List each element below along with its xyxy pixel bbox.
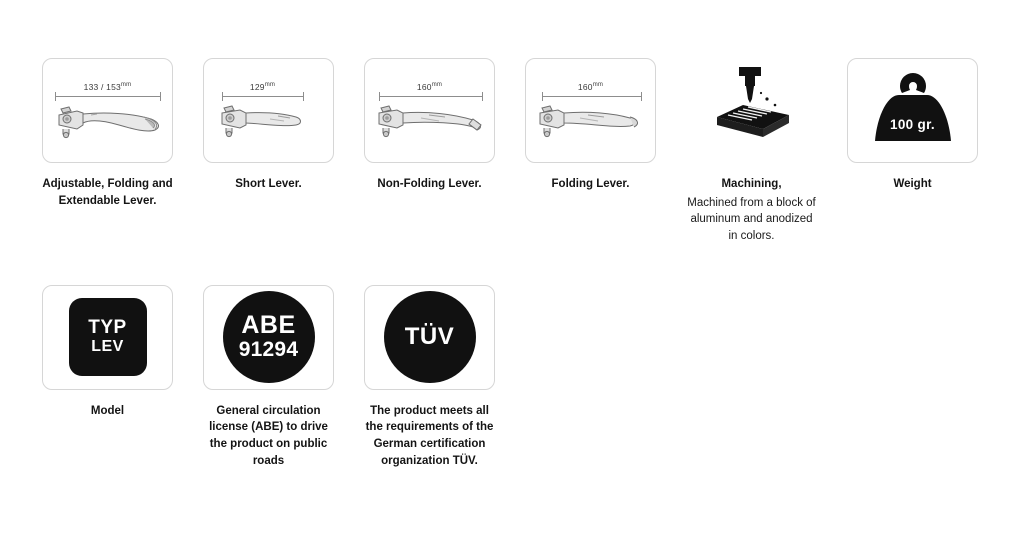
feature-adjustable-folding-extendable-lever: [42, 58, 173, 209]
badge-model: [42, 285, 173, 420]
feature-tile: [203, 58, 334, 163]
feature-caption: Folding Lever.: [551, 178, 630, 190]
abe-badge-icon: [223, 291, 315, 383]
badge-line-2: 91294: [238, 338, 299, 362]
lever-short-icon: [208, 67, 330, 155]
feature-caption: Non-Folding Lever.: [377, 178, 482, 190]
feature-folding-lever: [525, 58, 656, 193]
feature-caption: Machining,: [721, 178, 782, 190]
dimension-label: $160^{mm}$: [577, 81, 604, 92]
badge-tile: [364, 285, 495, 390]
feature-subcaption: Machined from a block of aluminum and anodized in colors.: [687, 196, 816, 243]
cnc-machining-icon: [697, 65, 807, 157]
lever-drawing: [47, 97, 169, 149]
badge-caption: Model: [90, 404, 125, 417]
feature-caption: Short Lever.: [235, 178, 302, 190]
feature-row-primary: [0, 58, 1024, 245]
feature-caption: Adjustable, Folding and Extendable Lever.: [42, 178, 173, 207]
feature-tile: [525, 58, 656, 163]
certification-row: [0, 285, 1024, 470]
badge-caption: The product meets all the requirements of the German certification organization TÜV.: [365, 404, 494, 467]
badge-caption: General circulation license (ABE) to drive the product on public roads: [209, 404, 328, 467]
lever-drawing: [208, 97, 330, 149]
lever-drawing: [530, 97, 652, 149]
typ-lev-badge-icon: [69, 298, 147, 376]
feature-tile: [364, 58, 495, 163]
feature-tile: [847, 58, 978, 163]
badge-line-1: TYP: [88, 317, 127, 339]
lever-non-folding-icon: [369, 67, 491, 155]
feature-non-folding-lever: [364, 58, 495, 193]
cnc-drawing: [697, 65, 807, 157]
feature-machining: [686, 58, 817, 245]
feature-short-lever: [203, 58, 334, 193]
badge-tile: [203, 285, 334, 390]
badge-tile: [42, 285, 173, 390]
badge-line-1: ABE: [241, 311, 296, 340]
feature-tile: [42, 58, 173, 163]
dimension-label: $133 / 153^{mm}$: [83, 81, 132, 92]
lever-adjustable-icon: [47, 67, 169, 155]
weight-kettle-icon: [865, 65, 961, 157]
feature-weight: [847, 58, 978, 193]
lever-folding-icon: [530, 67, 652, 155]
dimension-label: $160^{mm}$: [416, 81, 443, 92]
lever-drawing: [369, 97, 491, 149]
weight-drawing: [865, 65, 961, 157]
badge-abe-license: [203, 285, 334, 470]
feature-caption: Weight: [893, 178, 932, 190]
feature-tile: [686, 58, 817, 163]
badge-line-1: TÜV: [404, 323, 455, 351]
badge-line-2: LEV: [91, 337, 124, 355]
dimension-label: $129^{mm}$: [249, 81, 276, 92]
weight-value-label: 100 gr.: [890, 116, 935, 132]
tuv-badge-icon: [384, 291, 476, 383]
badge-tuv-certification: [364, 285, 495, 470]
